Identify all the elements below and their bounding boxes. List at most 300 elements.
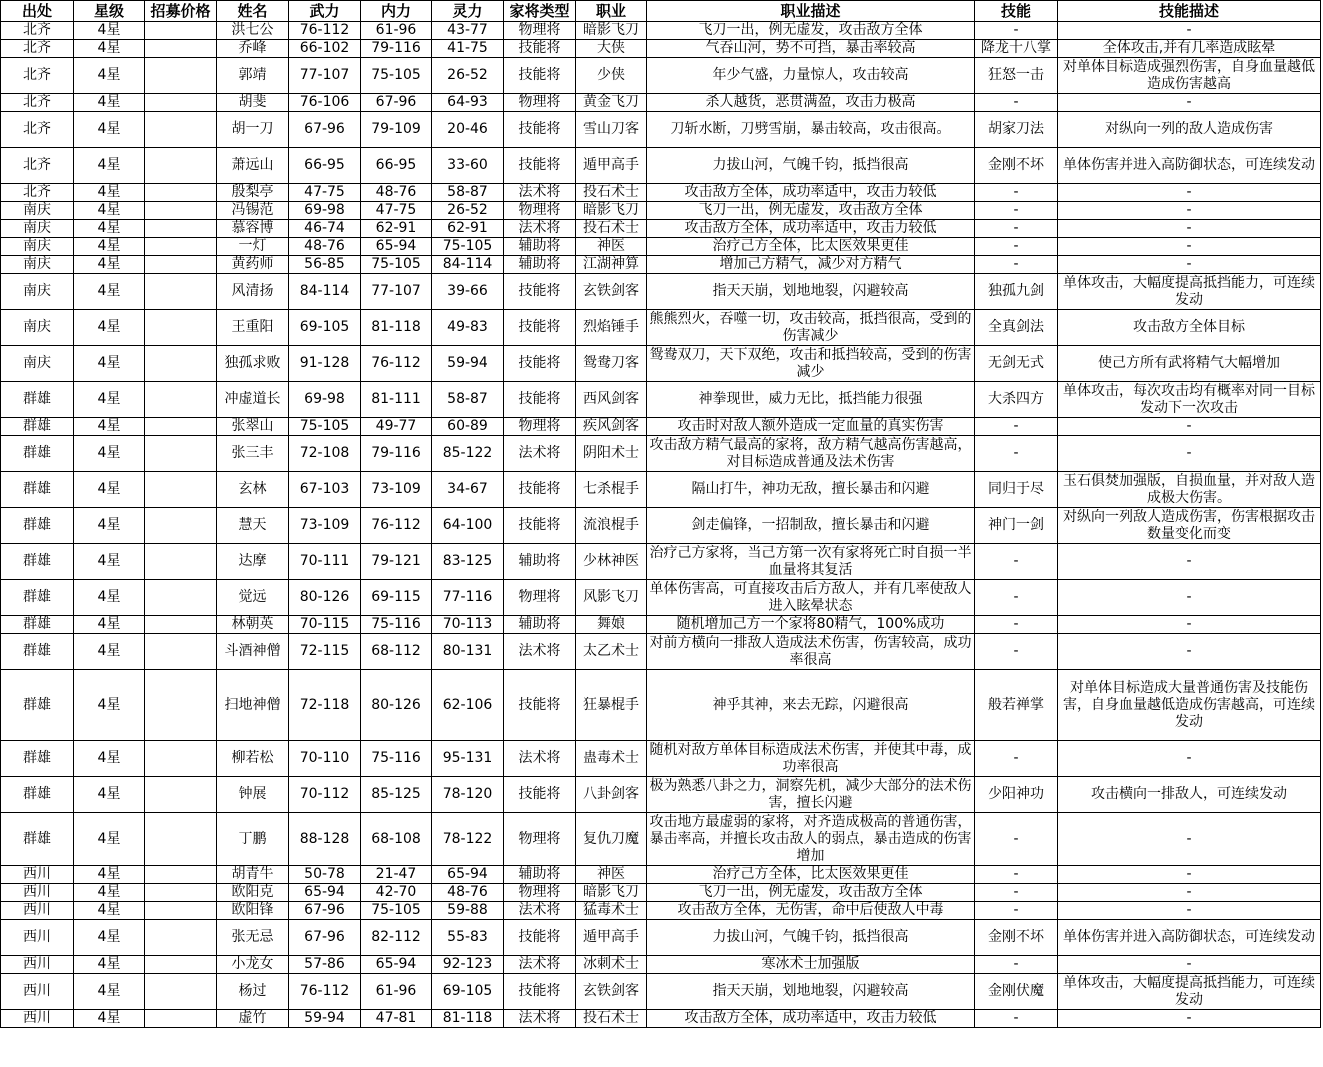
cell-price (145, 580, 217, 616)
table-row (1, 956, 1321, 974)
cell-spirit: 55-83 (432, 920, 504, 956)
cell-origin: 南庆 (1, 220, 74, 238)
cell-class-desc: 年少气盛，力量惊人，攻击较高 (647, 58, 975, 94)
cell-inner: 61-96 (361, 974, 432, 1010)
table-row (1, 202, 1321, 220)
cell-type: 辅助将 (504, 256, 576, 274)
cell-skill: - (975, 580, 1058, 616)
cell-class-desc: 力拔山河，气魄千钧，抵挡很高 (647, 148, 975, 184)
cell-price (145, 256, 217, 274)
cell-skill: 神门一剑 (975, 508, 1058, 544)
cell-spirit: 33-60 (432, 148, 504, 184)
cell-origin: 南庆 (1, 256, 74, 274)
cell-price (145, 436, 217, 472)
cell-skill: - (975, 813, 1058, 866)
cell-spirit: 81-118 (432, 1010, 504, 1028)
cell-inner: 68-112 (361, 634, 432, 670)
cell-spirit: 58-87 (432, 382, 504, 418)
cell-force: 76-112 (289, 22, 361, 40)
cell-star: 4星 (74, 634, 145, 670)
cell-price (145, 902, 217, 920)
table-row (1, 112, 1321, 148)
cell-skill-desc: - (1058, 94, 1321, 112)
cell-origin: 群雄 (1, 544, 74, 580)
cell-price (145, 974, 217, 1010)
cell-price (145, 346, 217, 382)
cell-class: 西风剑客 (576, 382, 647, 418)
cell-force: 56-85 (289, 256, 361, 274)
cell-class: 投石术士 (576, 1010, 647, 1028)
cell-inner: 81-118 (361, 310, 432, 346)
cell-origin: 南庆 (1, 238, 74, 256)
cell-origin: 群雄 (1, 616, 74, 634)
cell-price (145, 40, 217, 58)
cell-spirit: 59-94 (432, 346, 504, 382)
cell-star: 4星 (74, 902, 145, 920)
cell-class: 黄金飞刀 (576, 94, 647, 112)
cell-force: 72-108 (289, 436, 361, 472)
cell-origin: 南庆 (1, 346, 74, 382)
cell-name: 风清扬 (217, 274, 289, 310)
cell-force: 75-105 (289, 418, 361, 436)
cell-force: 80-126 (289, 580, 361, 616)
cell-inner: 77-107 (361, 274, 432, 310)
table-row (1, 741, 1321, 777)
cell-star: 4星 (74, 274, 145, 310)
cell-skill: - (975, 94, 1058, 112)
cell-skill-desc: 对单体目标造成大量普通伤害及技能伤害，自身血量越低造成伤害越高，可连续发动 (1058, 670, 1321, 741)
cell-class: 投石术士 (576, 184, 647, 202)
cell-origin: 群雄 (1, 472, 74, 508)
cell-force: 76-106 (289, 94, 361, 112)
cell-price (145, 813, 217, 866)
cell-price (145, 777, 217, 813)
cell-class: 投石术士 (576, 220, 647, 238)
cell-spirit: 80-131 (432, 634, 504, 670)
cell-name: 玄林 (217, 472, 289, 508)
cell-inner: 65-94 (361, 956, 432, 974)
cell-origin: 西川 (1, 902, 74, 920)
cell-force: 59-94 (289, 1010, 361, 1028)
cell-spirit: 43-77 (432, 22, 504, 40)
cell-origin: 群雄 (1, 741, 74, 777)
cell-class: 暗影飞刀 (576, 202, 647, 220)
cell-star: 4星 (74, 382, 145, 418)
cell-type: 技能将 (504, 148, 576, 184)
cell-name: 冯锡范 (217, 202, 289, 220)
cell-name: 郭靖 (217, 58, 289, 94)
cell-name: 冲虚道长 (217, 382, 289, 418)
cell-spirit: 84-114 (432, 256, 504, 274)
cell-class-desc: 鸳鸯双刀，天下双绝，攻击和抵挡较高，受到的伤害减少 (647, 346, 975, 382)
cell-inner: 76-112 (361, 346, 432, 382)
cell-force: 46-74 (289, 220, 361, 238)
cell-name: 张翠山 (217, 418, 289, 436)
cell-name: 林朝英 (217, 616, 289, 634)
cell-type: 辅助将 (504, 616, 576, 634)
cell-star: 4星 (74, 670, 145, 741)
cell-type: 物理将 (504, 884, 576, 902)
cell-price (145, 920, 217, 956)
cell-inner: 68-108 (361, 813, 432, 866)
cell-skill: - (975, 238, 1058, 256)
cell-skill-desc: - (1058, 418, 1321, 436)
cell-price (145, 616, 217, 634)
cell-name: 张无忌 (217, 920, 289, 956)
cell-name: 乔峰 (217, 40, 289, 58)
cell-class: 神医 (576, 866, 647, 884)
cell-name: 张三丰 (217, 436, 289, 472)
cell-type: 技能将 (504, 310, 576, 346)
cell-origin: 北齐 (1, 58, 74, 94)
cell-price (145, 634, 217, 670)
cell-type: 技能将 (504, 472, 576, 508)
cell-inner: 48-76 (361, 184, 432, 202)
cell-star: 4星 (74, 920, 145, 956)
cell-skill-desc: 单体攻击，大幅度提高抵挡能力，可连续发动 (1058, 274, 1321, 310)
cell-skill: - (975, 866, 1058, 884)
cell-origin: 西川 (1, 920, 74, 956)
cell-origin: 西川 (1, 974, 74, 1010)
cell-force: 66-102 (289, 40, 361, 58)
cell-spirit: 20-46 (432, 112, 504, 148)
cell-inner: 79-116 (361, 40, 432, 58)
cell-price (145, 1010, 217, 1028)
cell-skill: - (975, 616, 1058, 634)
cell-class: 暗影飞刀 (576, 884, 647, 902)
cell-skill-desc: 全体攻击,并有几率造成眩晕 (1058, 40, 1321, 58)
cell-price (145, 884, 217, 902)
cell-type: 物理将 (504, 22, 576, 40)
cell-force: 69-98 (289, 202, 361, 220)
cell-skill: - (975, 884, 1058, 902)
cell-skill-desc: - (1058, 436, 1321, 472)
cell-name: 觉远 (217, 580, 289, 616)
cell-inner: 82-112 (361, 920, 432, 956)
header-row (1, 1, 1321, 22)
cell-class: 复仇刀魔 (576, 813, 647, 866)
cell-type: 法术将 (504, 902, 576, 920)
cell-name: 钟展 (217, 777, 289, 813)
cell-skill: 金刚不坏 (975, 920, 1058, 956)
cell-force: 73-109 (289, 508, 361, 544)
cell-skill: - (975, 956, 1058, 974)
cell-skill: - (975, 902, 1058, 920)
cell-origin: 群雄 (1, 813, 74, 866)
cell-type: 技能将 (504, 777, 576, 813)
cell-price (145, 202, 217, 220)
cell-inner: 80-126 (361, 670, 432, 741)
cell-spirit: 41-75 (432, 40, 504, 58)
cell-skill-desc: 玉石俱焚加强版，自损血量，并对敌人造成极大伤害。 (1058, 472, 1321, 508)
cell-inner: 42-70 (361, 884, 432, 902)
cell-star: 4星 (74, 544, 145, 580)
cell-force: 70-111 (289, 544, 361, 580)
cell-origin: 西川 (1, 866, 74, 884)
cell-class-desc: 寒冰术士加强版 (647, 956, 975, 974)
table-row (1, 884, 1321, 902)
cell-name: 欧阳克 (217, 884, 289, 902)
cell-type: 技能将 (504, 670, 576, 741)
cell-inner: 49-77 (361, 418, 432, 436)
cell-class-desc: 指天天崩，划地地裂，闪避较高 (647, 974, 975, 1010)
cell-force: 77-107 (289, 58, 361, 94)
cell-origin: 北齐 (1, 148, 74, 184)
cell-type: 物理将 (504, 580, 576, 616)
cell-spirit: 62-91 (432, 220, 504, 238)
cell-force: 67-96 (289, 920, 361, 956)
header-class: 职业 (576, 1, 647, 22)
cell-class: 江湖神算 (576, 256, 647, 274)
table-row (1, 40, 1321, 58)
table-row (1, 238, 1321, 256)
header-spirit: 灵力 (432, 1, 504, 22)
cell-class-desc: 刀斩水断，刀劈雪崩，暴击较高，攻击很高。 (647, 112, 975, 148)
table-row (1, 580, 1321, 616)
cell-price (145, 472, 217, 508)
cell-name: 斗酒神僧 (217, 634, 289, 670)
cell-skill: - (975, 220, 1058, 238)
table-row (1, 974, 1321, 1010)
cell-origin: 群雄 (1, 382, 74, 418)
cell-spirit: 62-106 (432, 670, 504, 741)
cell-skill-desc: - (1058, 1010, 1321, 1028)
cell-class-desc: 攻击敌方全体，成功率适中，攻击力较低 (647, 220, 975, 238)
cell-price (145, 148, 217, 184)
header-skill-desc: 技能描述 (1058, 1, 1321, 22)
cell-type: 物理将 (504, 418, 576, 436)
table-row (1, 418, 1321, 436)
cell-origin: 群雄 (1, 634, 74, 670)
cell-name: 欧阳锋 (217, 902, 289, 920)
cell-skill-desc: 使己方所有武将精气大幅增加 (1058, 346, 1321, 382)
cell-skill: 金刚伏魔 (975, 974, 1058, 1010)
cell-class: 遁甲高手 (576, 148, 647, 184)
cell-star: 4星 (74, 813, 145, 866)
cell-name: 一灯 (217, 238, 289, 256)
cell-class: 神医 (576, 238, 647, 256)
cell-skill: - (975, 1010, 1058, 1028)
cell-class: 大侠 (576, 40, 647, 58)
cell-type: 技能将 (504, 58, 576, 94)
cell-skill: 狂怒一击 (975, 58, 1058, 94)
cell-skill-desc: - (1058, 902, 1321, 920)
cell-skill: - (975, 22, 1058, 40)
table-body (1, 22, 1321, 1028)
cell-force: 67-103 (289, 472, 361, 508)
cell-skill-desc: 单体攻击，大幅度提高抵挡能力，可连续发动 (1058, 974, 1321, 1010)
cell-class-desc: 神拳现世，威力无比，抵挡能力很强 (647, 382, 975, 418)
cell-name: 胡一刀 (217, 112, 289, 148)
cell-star: 4星 (74, 866, 145, 884)
cell-class: 七杀棍手 (576, 472, 647, 508)
cell-type: 物理将 (504, 813, 576, 866)
cell-force: 69-98 (289, 382, 361, 418)
cell-price (145, 220, 217, 238)
cell-price (145, 508, 217, 544)
header-price: 招募价格 (145, 1, 217, 22)
cell-skill: 少阳神功 (975, 777, 1058, 813)
cell-spirit: 83-125 (432, 544, 504, 580)
header-class-desc: 职业描述 (647, 1, 975, 22)
table-row (1, 58, 1321, 94)
table-row (1, 902, 1321, 920)
cell-class-desc: 剑走偏锋，一招制敌，擅长暴击和闪避 (647, 508, 975, 544)
cell-inner: 79-116 (361, 436, 432, 472)
cell-inner: 21-47 (361, 866, 432, 884)
cell-price (145, 382, 217, 418)
cell-type: 技能将 (504, 40, 576, 58)
cell-name: 殷梨亭 (217, 184, 289, 202)
cell-star: 4星 (74, 956, 145, 974)
cell-name: 萧远山 (217, 148, 289, 184)
cell-type: 法术将 (504, 184, 576, 202)
cell-skill: - (975, 741, 1058, 777)
cell-price (145, 741, 217, 777)
cell-class-desc: 隔山打牛，神功无敌，擅长暴击和闪避 (647, 472, 975, 508)
cell-class-desc: 随机增加己方一个家将80精气，100%成功 (647, 616, 975, 634)
cell-skill-desc: - (1058, 238, 1321, 256)
table-row (1, 184, 1321, 202)
table-row (1, 866, 1321, 884)
cell-class-desc: 治疗己方全体，比太医效果更佳 (647, 238, 975, 256)
cell-skill: 般若禅掌 (975, 670, 1058, 741)
cell-skill: - (975, 202, 1058, 220)
cell-star: 4星 (74, 202, 145, 220)
cell-force: 50-78 (289, 866, 361, 884)
header-force: 武力 (289, 1, 361, 22)
cell-skill-desc: - (1058, 616, 1321, 634)
cell-origin: 群雄 (1, 580, 74, 616)
table-row (1, 472, 1321, 508)
cell-name: 慧天 (217, 508, 289, 544)
cell-spirit: 59-88 (432, 902, 504, 920)
cell-price (145, 274, 217, 310)
cell-force: 70-110 (289, 741, 361, 777)
cell-spirit: 26-52 (432, 202, 504, 220)
cell-class: 玄铁剑客 (576, 274, 647, 310)
cell-spirit: 95-131 (432, 741, 504, 777)
cell-name: 慕容博 (217, 220, 289, 238)
cell-skill-desc: - (1058, 256, 1321, 274)
cell-class-desc: 治疗己方全体，比太医效果更佳 (647, 866, 975, 884)
cell-force: 70-112 (289, 777, 361, 813)
cell-name: 小龙女 (217, 956, 289, 974)
cell-type: 技能将 (504, 974, 576, 1010)
cell-name: 黄药师 (217, 256, 289, 274)
cell-skill: 金刚不坏 (975, 148, 1058, 184)
cell-class: 少侠 (576, 58, 647, 94)
cell-type: 法术将 (504, 634, 576, 670)
cell-skill-desc: - (1058, 866, 1321, 884)
cell-class-desc: 气吞山河，势不可挡，暴击率较高 (647, 40, 975, 58)
cell-origin: 群雄 (1, 418, 74, 436)
cell-inner: 75-105 (361, 902, 432, 920)
cell-spirit: 39-66 (432, 274, 504, 310)
cell-name: 胡斐 (217, 94, 289, 112)
cell-origin: 西川 (1, 1010, 74, 1028)
cell-name: 独孤求败 (217, 346, 289, 382)
cell-skill-desc: - (1058, 884, 1321, 902)
cell-skill: 胡家刀法 (975, 112, 1058, 148)
cell-star: 4星 (74, 1010, 145, 1028)
cell-star: 4星 (74, 777, 145, 813)
table-row (1, 22, 1321, 40)
cell-force: 84-114 (289, 274, 361, 310)
cell-force: 69-105 (289, 310, 361, 346)
cell-force: 67-96 (289, 902, 361, 920)
cell-star: 4星 (74, 148, 145, 184)
table-header (1, 1, 1321, 22)
cell-class-desc: 治疗己方家将，当己方第一次有家将死亡时自损一半血量将其复活 (647, 544, 975, 580)
cell-type: 辅助将 (504, 238, 576, 256)
cell-star: 4星 (74, 418, 145, 436)
cell-force: 48-76 (289, 238, 361, 256)
table-row (1, 634, 1321, 670)
cell-star: 4星 (74, 184, 145, 202)
cell-skill: - (975, 544, 1058, 580)
cell-price (145, 544, 217, 580)
cell-class: 鸳鸯刀客 (576, 346, 647, 382)
cell-star: 4星 (74, 616, 145, 634)
cell-price (145, 184, 217, 202)
cell-spirit: 77-116 (432, 580, 504, 616)
cell-class-desc: 飞刀一出，例无虚发，攻击敌方全体 (647, 202, 975, 220)
cell-type: 技能将 (504, 274, 576, 310)
cell-inner: 65-94 (361, 238, 432, 256)
cell-name: 虚竹 (217, 1010, 289, 1028)
cell-inner: 67-96 (361, 94, 432, 112)
header-skill: 技能 (975, 1, 1058, 22)
cell-skill: 无剑无式 (975, 346, 1058, 382)
cell-class-desc: 增加己方精气，减少对方精气 (647, 256, 975, 274)
cell-force: 91-128 (289, 346, 361, 382)
cell-skill-desc: - (1058, 741, 1321, 777)
cell-inner: 79-109 (361, 112, 432, 148)
cell-star: 4星 (74, 310, 145, 346)
cell-price (145, 866, 217, 884)
cell-name: 丁鹏 (217, 813, 289, 866)
table-row (1, 382, 1321, 418)
cell-class-desc: 飞刀一出，例无虚发，攻击敌方全体 (647, 884, 975, 902)
cell-class-desc: 攻击敌方全体，成功率适中，攻击力较低 (647, 1010, 975, 1028)
cell-inner: 75-116 (361, 741, 432, 777)
cell-skill-desc: - (1058, 580, 1321, 616)
cell-class: 疾风剑客 (576, 418, 647, 436)
cell-inner: 79-121 (361, 544, 432, 580)
cell-type: 法术将 (504, 1010, 576, 1028)
cell-star: 4星 (74, 58, 145, 94)
table-row (1, 616, 1321, 634)
cell-price (145, 94, 217, 112)
cell-class: 风影飞刀 (576, 580, 647, 616)
cell-star: 4星 (74, 256, 145, 274)
cell-star: 4星 (74, 508, 145, 544)
cell-class-desc: 攻击时对敌人额外造成一定血量的真实伤害 (647, 418, 975, 436)
cell-class-desc: 对前方横向一排敌人造成法术伤害，伤害较高，成功率很高 (647, 634, 975, 670)
cell-spirit: 49-83 (432, 310, 504, 346)
cell-class-desc: 攻击地方最虚弱的家将，对齐造成极高的普通伤害，暴击率高，并擅长攻击敌人的弱点，暴击造成的伤害增加 (647, 813, 975, 866)
cell-skill-desc: - (1058, 220, 1321, 238)
cell-type: 法术将 (504, 956, 576, 974)
cell-star: 4星 (74, 472, 145, 508)
cell-skill-desc: 单体伤害并进入高防御状态，可连续发动 (1058, 920, 1321, 956)
cell-force: 88-128 (289, 813, 361, 866)
cell-price (145, 58, 217, 94)
cell-name: 王重阳 (217, 310, 289, 346)
cell-class-desc: 随机对敌方单体目标造成法术伤害，并使其中毒，成功率很高 (647, 741, 975, 777)
table-row (1, 508, 1321, 544)
